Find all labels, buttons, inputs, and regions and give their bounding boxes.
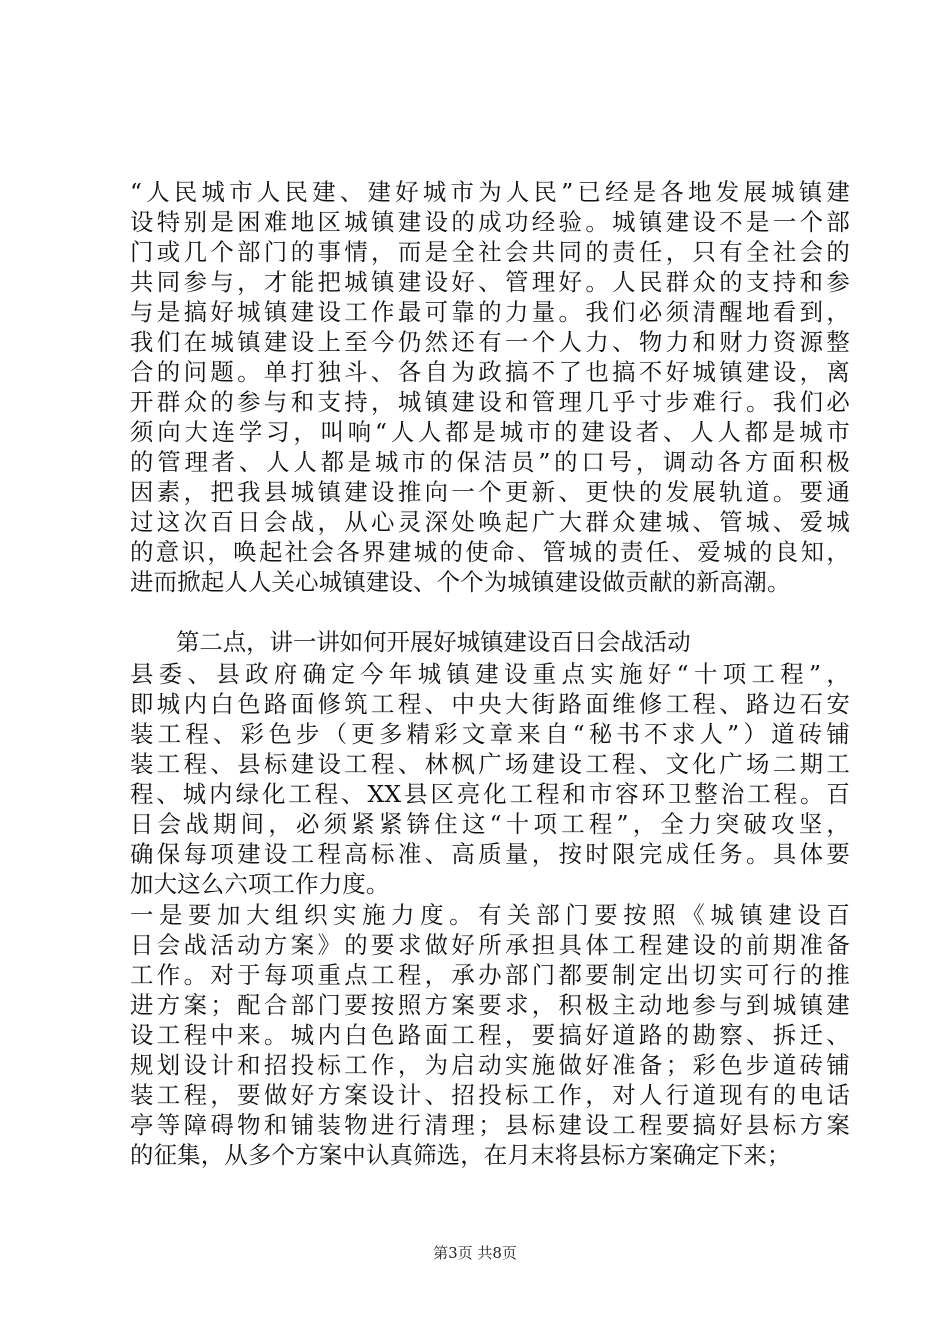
text-line: “人民城市人民建、建好城市为人民”已经是各地发展城镇建 bbox=[130, 178, 850, 206]
text-line: 的征集，从多个方案中认真筛选，在月末将县标方案确定下来； bbox=[130, 1141, 791, 1169]
text-line: 确保每项建设工程高标准、高质量，按时限完成任务。具体要 bbox=[130, 840, 850, 868]
text-line: 开群众的参与和支持，城镇建设和管理几乎寸步难行。我们必 bbox=[130, 388, 850, 416]
text-line: 我们在城镇建设上至今仍然还有一个人力、物力和财力资源整 bbox=[130, 328, 850, 356]
text-line: 加大这么六项工作力度。 bbox=[130, 870, 390, 898]
text-line: 程、城内绿化工程、XX县区亮化工程和市容环卫整治工程。百 bbox=[130, 780, 850, 808]
paragraph-3 bbox=[130, 900, 850, 1170]
text-line: 装工程，要做好方案设计、招投标工作，对人行道现有的电话 bbox=[130, 1081, 850, 1109]
text-line: 即城内白色路面修筑工程、中央大街路面维修工程、路边石安 bbox=[130, 690, 850, 718]
paragraph-2 bbox=[130, 659, 850, 899]
section-heading: 第二点，讲一讲如何开展好城镇建设百日会战活动 bbox=[176, 628, 691, 656]
text-line: 设特别是困难地区城镇建设的成功经验。城镇建设不是一个部 bbox=[130, 208, 850, 236]
text-line: 因素，把我县城镇建设推向一个更新、更快的发展轨道。要通 bbox=[130, 478, 850, 506]
text-line: 须向大连学习，叫响“人人都是城市的建设者、人人都是城市 bbox=[130, 418, 850, 446]
text-line: 的意识，唤起社会各界建城的使命、管城的责任、爱城的良知， bbox=[130, 538, 850, 566]
text-line: 亭等障碍物和铺装物进行清理；县标建设工程要搞好县标方案 bbox=[130, 1111, 850, 1139]
text-line: 工作。对于每项重点工程，承办部门都要制定出切实可行的推 bbox=[130, 961, 850, 989]
text-line: 装工程、彩色步（更多精彩文章来自“秘书不求人”）道砖铺 bbox=[130, 720, 850, 748]
text-line: 日会战期间，必须紧紧锛住这“十项工程”，全力突破攻坚， bbox=[130, 810, 850, 838]
text-line: 门或几个部门的事情，而是全社会共同的责任，只有全社会的 bbox=[130, 238, 850, 266]
text-line: 过这次百日会战，从心灵深处唤起广大群众建城、管城、爱城 bbox=[130, 508, 850, 536]
section-heading-block bbox=[130, 627, 850, 657]
text-line: 一是要加大组织实施力度。有关部门要按照《城镇建设百 bbox=[130, 901, 850, 929]
text-line: 进而掀起人人关心城镇建设、个个为城镇建设做贡献的新高潮。 bbox=[130, 568, 791, 596]
page-footer: 第3页 共8页 bbox=[433, 1244, 517, 1262]
paragraph-1 bbox=[130, 177, 850, 597]
text-line: 进方案；配合部门要按照方案要求，积极主动地参与到城镇建 bbox=[130, 991, 850, 1019]
text-line: 装工程、县标建设工程、林枫广场建设工程、文化广场二期工 bbox=[130, 750, 850, 778]
text-line: 县委、县政府确定今年城镇建设重点实施好“十项工程”， bbox=[130, 660, 850, 688]
text-line: 设工程中来。城内白色路面工程，要搞好道路的勘察、拆迁、 bbox=[130, 1021, 850, 1049]
text-line: 的管理者、人人都是城市的保洁员”的口号，调动各方面积极 bbox=[130, 448, 850, 476]
text-line: 共同参与，才能把城镇建设好、管理好。人民群众的支持和参 bbox=[130, 268, 850, 296]
text-line: 规划设计和招投标工作，为启动实施做好准备；彩色步道砖铺 bbox=[130, 1051, 850, 1079]
text-line: 与是搞好城镇建设工作最可靠的力量。我们必须清醒地看到， bbox=[130, 298, 850, 326]
text-line: 合的问题。单打独斗、各自为政搞不了也搞不好城镇建设，离 bbox=[130, 358, 850, 386]
text-line: 日会战活动方案》的要求做好所承担具体工程建设的前期准备 bbox=[130, 931, 850, 959]
